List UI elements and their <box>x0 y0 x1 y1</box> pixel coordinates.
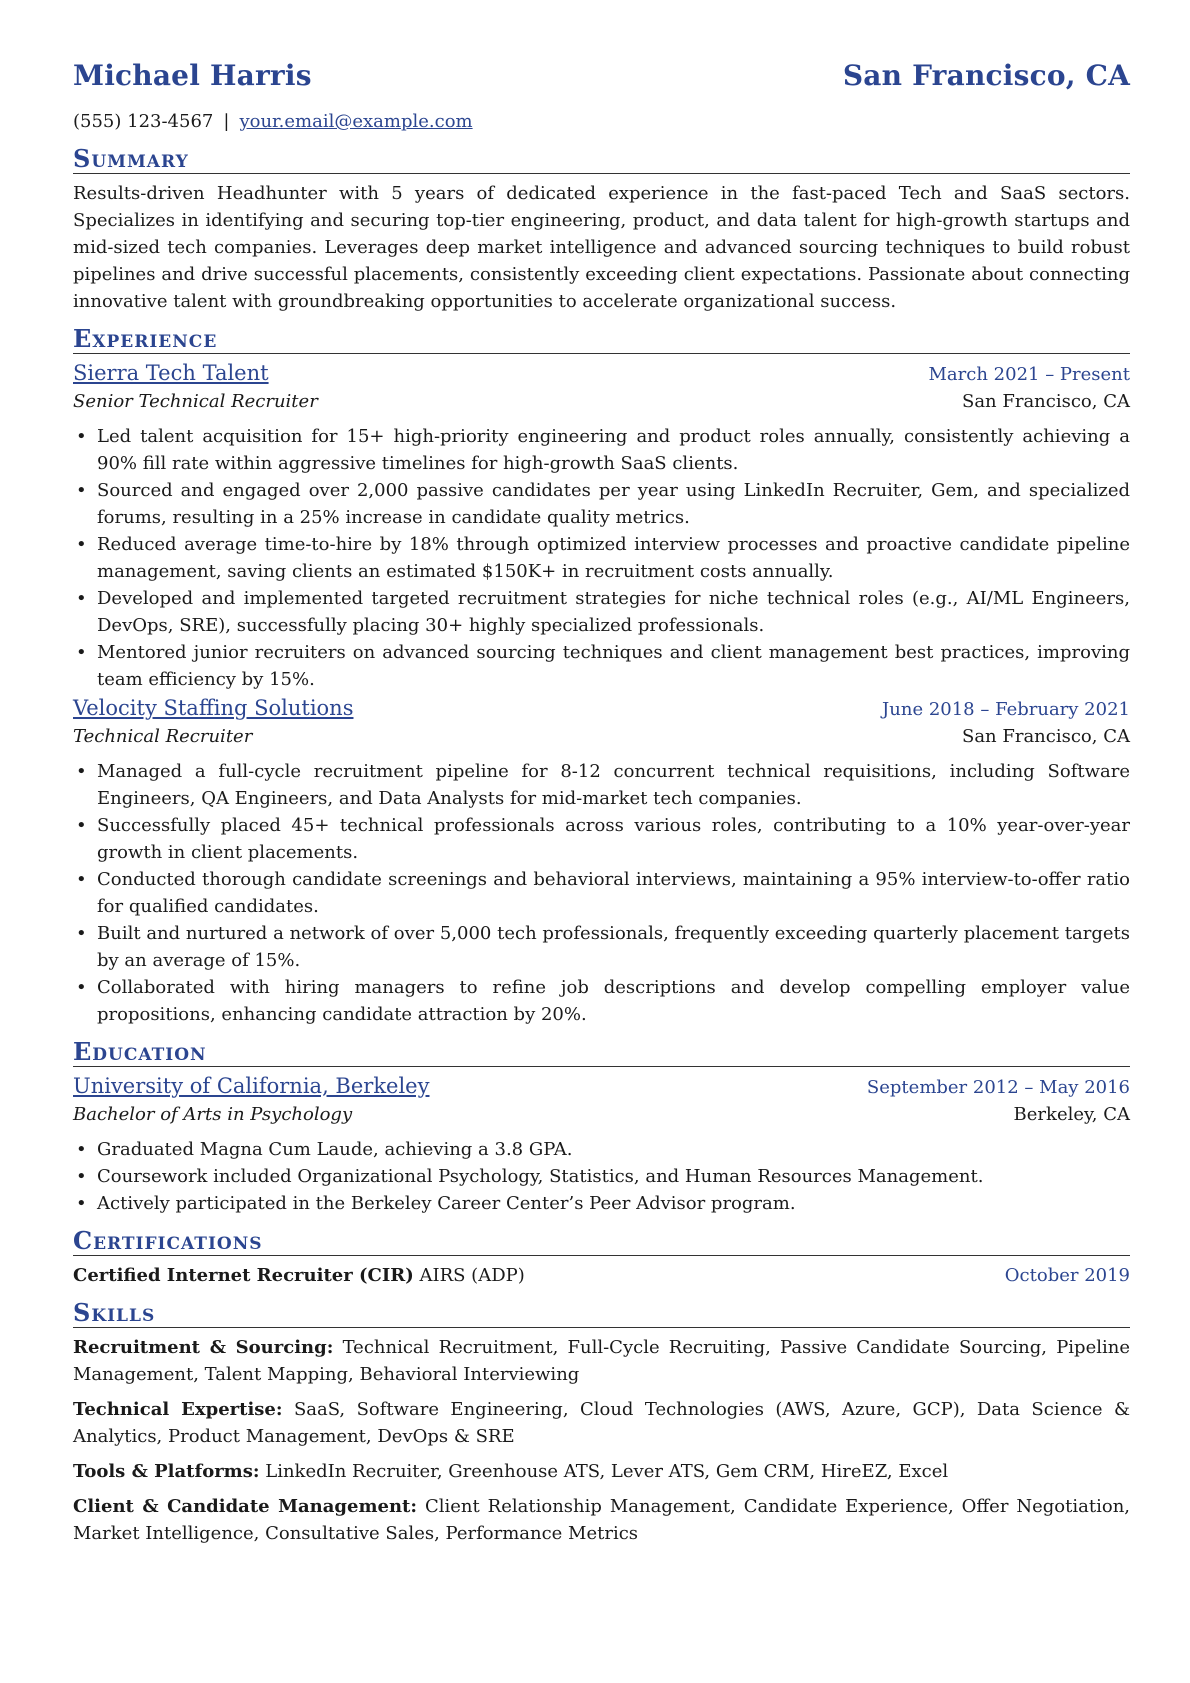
bullet-item: • Managed a full-cycle recruitment pipeline for 8-12 concurrent technical requisitions, including Software Engineers, QA Engineers, and Data Analysts for mid-market tech companies. <box>97 758 1130 812</box>
company-link[interactable]: Sierra Tech Talent <box>73 361 269 385</box>
job-dates: June 2018 – February 2021 <box>882 699 1130 720</box>
skill-label: Client & Candidate Management: <box>73 1496 418 1517</box>
skills-heading: Skills <box>73 1299 1130 1328</box>
contact-separator: | <box>223 111 230 132</box>
summary-text: Results-driven Headhunter with 5 years of dedicated experience in the fast-paced Tech and SaaS sectors. Specializes in identifying and securing top-tier engineering, product, and data talent for high-growth startups and mid-sized tech companies. Leverages deep market intelligence and advanced sourcing techniques to build robust pipelines and drive successful placements, consistently exceeding client expectations. Passionate about connecting innovative talent with groundbreaking opportunities to accelerate organizational success. <box>73 183 1130 312</box>
skill-text: Client Relationship Management, Candidate Experience, Offer Negotiation, Market Intelligence, Consultative Sales, Performance Metrics <box>73 1496 1131 1544</box>
certification-name: Certified Internet Recruiter (CIR) <box>73 1265 414 1286</box>
skill-text: SaaS, Software Engineering, Cloud Technologies (AWS, Azure, GCP), Data Science & Analytics, Product Management, DevOps & SRE <box>73 1399 1130 1447</box>
candidate-location: San Francisco, CA <box>842 59 1130 92</box>
certifications-section <box>73 1227 1130 1289</box>
bullet-item: • Sourced and engaged over 2,000 passive candidates per year using LinkedIn Recruiter, Gem, and specialized forums, resulting in a 25% increase in candidate quality metrics. <box>97 477 1130 531</box>
bullet-item: • Successfully placed 45+ technical professionals across various roles, contributing to a 10% year-over-year growth in client placements. <box>97 812 1130 866</box>
bullet-item: • Built and nurtured a network of over 5,000 tech professionals, frequently exceeding quarterly placement targets by an average of 15%. <box>97 920 1130 974</box>
resume-header <box>73 59 1130 104</box>
bullet-item: • Developed and implemented targeted recruitment strategies for niche technical roles (e.g., AI/ML Engineers, DevOps, SRE), successfully placing 30+ highly specialized professionals. <box>97 585 1130 639</box>
skill-label: Recruitment & Sourcing: <box>73 1337 334 1358</box>
job-location: San Francisco, CA <box>961 391 1130 412</box>
bullet-item: • Reduced average time-to-hire by 18% through optimized interview processes and proactive candidate pipeline management, saving clients an estimated $150K+ in recruitment costs annually. <box>97 531 1130 585</box>
skill-group <box>73 1334 1130 1388</box>
job-bullets <box>73 758 1130 1028</box>
company-link[interactable]: Velocity Staffing Solutions <box>73 696 354 720</box>
certification-date: October 2019 <box>1004 1265 1130 1286</box>
job-dates: March 2021 – Present <box>928 364 1130 385</box>
phone-number: (555) 123-4567 <box>73 111 214 132</box>
job-bullets <box>73 423 1130 693</box>
bullet-item: • Coursework included Organizational Psychology, Statistics, and Human Resources Management. <box>97 1163 1130 1190</box>
experience-heading: Experience <box>73 325 1130 354</box>
job-role: Technical Recruiter <box>73 726 253 747</box>
bullet-item: • Graduated Magna Cum Laude, achieving a 3.8 GPA. <box>97 1136 1130 1163</box>
education-dates: September 2012 – May 2016 <box>866 1077 1130 1098</box>
skill-label: Tools & Platforms: <box>73 1461 260 1482</box>
bullet-item: • Led talent acquisition for 15+ high-priority engineering and product roles annually, consistently achieving a 90% fill rate within aggressive timelines for high-growth SaaS clients. <box>97 423 1130 477</box>
summary-heading: Summary <box>73 145 1130 174</box>
email-link[interactable]: your.email@example.com <box>239 111 473 132</box>
school-location: Berkeley, CA <box>1013 1104 1130 1125</box>
skill-text: Technical Recruitment, Full-Cycle Recruiting, Passive Candidate Sourcing, Pipeline Management, Talent Mapping, Behavioral Interviewing <box>73 1337 1130 1385</box>
bullet-item: • Actively participated in the Berkeley Career Center’s Peer Advisor program. <box>97 1190 1130 1217</box>
contact-line <box>73 108 1130 135</box>
skills-section <box>73 1299 1130 1547</box>
candidate-name: Michael Harris <box>73 59 312 92</box>
skill-group <box>73 1396 1130 1450</box>
skill-group <box>73 1458 1130 1485</box>
education-bullets <box>73 1136 1130 1217</box>
education-heading: Education <box>73 1038 1130 1067</box>
skill-label: Technical Expertise: <box>73 1399 283 1420</box>
school-link[interactable]: University of California, Berkeley <box>73 1074 430 1098</box>
bullet-item: • Collaborated with hiring managers to refine job descriptions and develop compelling employer value propositions, enhancing candidate attraction by 20%. <box>97 974 1130 1028</box>
degree: Bachelor of Arts in Psychology <box>73 1104 353 1125</box>
job-role: Senior Technical Recruiter <box>73 391 318 412</box>
job-entry <box>73 360 1130 693</box>
certifications-heading: Certifications <box>73 1227 1130 1256</box>
job-location: San Francisco, CA <box>961 726 1130 747</box>
skill-group <box>73 1493 1130 1547</box>
education-section <box>73 1038 1130 1217</box>
experience-section <box>73 325 1130 1028</box>
job-entry <box>73 695 1130 1028</box>
summary-section <box>73 145 1130 315</box>
certification-entry <box>73 1262 1130 1289</box>
bullet-item: • Mentored junior recruiters on advanced sourcing techniques and client management best practices, improving team efficiency by 15%. <box>97 639 1130 693</box>
skill-text: LinkedIn Recruiter, Greenhouse ATS, Lever ATS, Gem CRM, HireEZ, Excel <box>265 1461 949 1482</box>
certification-issuer: AIRS (ADP) <box>419 1265 525 1286</box>
bullet-item: • Conducted thorough candidate screenings and behavioral interviews, maintaining a 95% interview-to-offer ratio for qualified candidates. <box>97 866 1130 920</box>
